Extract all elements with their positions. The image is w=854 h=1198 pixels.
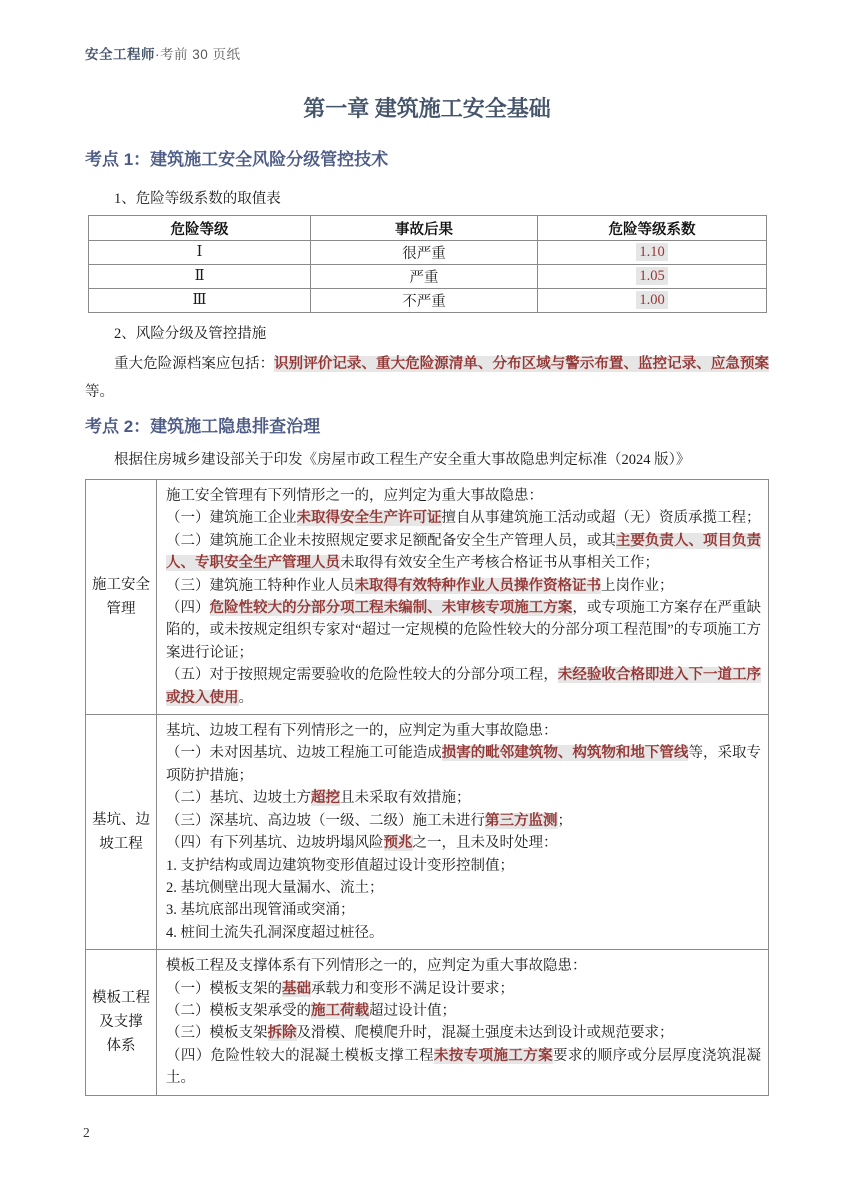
plain-text: 1. 支护结构或周边建筑物变形值超过设计变形控制值；: [166, 857, 514, 874]
hazard-paragraph: [166, 664, 761, 709]
plain-text: 重大危险源档案应包括：: [114, 356, 275, 372]
hazard-table: [85, 479, 769, 1096]
risk-table-body: [89, 241, 767, 313]
highlighted-text: 损害的毗邻建筑物、构筑物和地下管线: [441, 745, 689, 762]
consequence-cell: 很严重: [311, 241, 538, 265]
hazard-paragraph: [166, 832, 761, 854]
plain-text: 超过设计值；: [369, 1002, 456, 1019]
hazard-content-cell: [157, 480, 769, 715]
plain-text: 3. 基坑底部出现管涌或突涌；: [166, 902, 355, 919]
danger-archive-paragraph: [85, 350, 769, 406]
highlighted-text: 超挖: [311, 790, 340, 807]
hazard-paragraph: [166, 1045, 761, 1090]
hazard-paragraph: [166, 742, 761, 787]
hazard-category-cell: [86, 480, 157, 715]
plain-text: 模板工程及支撑体系有下列情形之一的，应判定为重大事故隐患：: [166, 958, 587, 975]
hazard-paragraph: [166, 575, 761, 597]
plain-text: （三）建筑施工特种作业人员: [166, 577, 355, 594]
hazard-paragraph: [166, 978, 761, 1000]
coefficient-value: 1.10: [636, 243, 667, 261]
hazard-row: [86, 480, 769, 715]
plain-text: 基坑、边坡工程有下列情形之一的，应判定为重大事故隐患：: [166, 723, 558, 740]
plain-text: （一）建筑施工企业: [166, 510, 297, 527]
plain-text: 及滑模、爬模爬升时，混凝土强度未达到设计或规范要求；: [296, 1025, 674, 1042]
highlighted-text: 基础: [282, 980, 311, 997]
table-row: [89, 265, 767, 289]
plain-text: 等，采取专项防护措施；: [166, 745, 762, 784]
coefficient-cell: [538, 289, 767, 313]
hazard-paragraph: [166, 1022, 761, 1044]
highlighted-text: 预兆: [383, 835, 413, 852]
highlighted-text: 识别评价记录、重大危险源清单、分布区域与警示布置、监控记录、应急预案: [274, 356, 769, 372]
hazard-paragraph: [166, 597, 761, 664]
hazard-row: [86, 950, 769, 1095]
doc-header-suffix: ·考前 30 页纸: [155, 47, 241, 62]
column-header: 事故后果: [311, 216, 538, 241]
doc-header-brand: 安全工程师: [85, 47, 155, 62]
coefficient-cell: [538, 265, 767, 289]
hazard-category-cell: [86, 715, 157, 950]
plain-text: 2. 基坑侧壁出现大量漏水、流土；: [166, 879, 384, 896]
highlighted-text: 未按专项施工方案: [433, 1047, 553, 1064]
plain-text: （三）深基坑、高边坡（一级、二级）施工未进行: [166, 812, 485, 829]
plain-text: （一）模板支架的: [166, 980, 282, 997]
hazard-paragraph: [166, 955, 761, 977]
hazard-paragraph: [166, 530, 761, 575]
coefficient-value: 1.05: [636, 267, 667, 285]
plain-text: （一）未对因基坑、边坡工程施工可能造成: [166, 745, 442, 762]
plain-text: 要求的顺序或分层厚度浇筑混凝土。: [166, 1047, 761, 1087]
plain-text: （二）建筑施工企业未按照规定要求足额配备安全生产管理人员，或其: [166, 532, 616, 549]
plain-text: 且未采取有效措施；: [340, 790, 471, 807]
hazard-paragraph: [166, 1000, 761, 1022]
highlighted-text: 未经验收合格即进入下一道工序或投入使用: [166, 667, 762, 706]
plain-text: 之一，且未及时处理：: [412, 835, 558, 852]
hazard-category-line: 及支撑: [99, 1014, 143, 1031]
plain-text: 上岗作业；: [601, 577, 674, 594]
hazard-content-cell: [157, 715, 769, 950]
hazard-table-body: [86, 480, 769, 1096]
hazard-category-line: 基坑、边: [92, 812, 150, 829]
hazard-category-line: 模板工程: [92, 990, 150, 1007]
highlighted-text: 主要负责人、项目负责人、专职安全生产管理人员: [166, 532, 762, 572]
highlighted-text: 未取得安全生产许可证: [296, 510, 442, 527]
plain-text: （四）: [166, 600, 210, 617]
plain-text: ，或专项施工方案存在严重缺陷的，或未按规定组织专家对“超过一定规模的危险性较大的分部分项工程范围”的专项施工方案进行论证；: [166, 600, 762, 661]
table-row: [89, 289, 767, 313]
page-number: 2: [83, 1125, 90, 1140]
section2-heading: 考点 2：建筑施工隐患排查治理: [85, 417, 321, 436]
risk-table-header-row: [89, 216, 767, 241]
doc-header: [85, 46, 769, 64]
hazard-category-line: 坡工程: [99, 836, 143, 853]
plain-text: （三）模板支架: [166, 1025, 268, 1042]
hazard-category-line: 施工安全: [92, 577, 150, 594]
coefficient-value: 1.00: [636, 291, 667, 309]
table-row: [89, 241, 767, 265]
hazard-paragraph: [166, 855, 761, 877]
risk-level-cell: Ⅲ: [89, 289, 311, 313]
hazard-category-line: 体系: [106, 1038, 136, 1055]
highlighted-text: 拆除: [267, 1025, 297, 1042]
plain-text: 擅自从事建筑施工活动或超（无）资质承揽工程；: [441, 510, 761, 527]
hazard-paragraph: [166, 485, 761, 507]
risk-level-cell: Ⅰ: [89, 241, 311, 265]
plain-text: （二）基坑、边坡土方: [166, 790, 311, 807]
risk-coefficient-table: [88, 215, 767, 313]
hazard-paragraph: [166, 720, 761, 742]
hazard-content-cell: [157, 950, 769, 1095]
plain-text: 等。: [85, 384, 114, 400]
hazard-category-line: 管理: [106, 601, 136, 618]
highlighted-text: 施工荷载: [311, 1002, 369, 1019]
hazard-paragraph: [166, 922, 761, 944]
column-header: 危险等级系数: [538, 216, 767, 241]
hazard-row: [86, 715, 769, 950]
highlighted-text: 未取得有效特种作业人员操作资格证书: [354, 577, 601, 594]
hazard-paragraph: [166, 507, 761, 529]
hazard-paragraph: [166, 787, 761, 809]
hazard-paragraph: [166, 899, 761, 921]
plain-text: 。: [238, 689, 253, 706]
section2-intro: 根据住房城乡建设部关于印发《房屋市政工程生产安全重大事故隐患判定标准（2024 版）》: [114, 452, 691, 468]
hazard-paragraph: [166, 877, 761, 899]
highlighted-text: 第三方监测: [485, 812, 558, 829]
plain-text: （四）有下列基坑、边坡坍塌风险: [166, 835, 384, 852]
hazard-category-cell: [86, 950, 157, 1095]
plain-text: （二）模板支架承受的: [166, 1002, 311, 1019]
plain-text: （四）危险性较大的混凝土模板支撑工程: [166, 1047, 434, 1064]
risk-table-caption: 1、危险等级系数的取值表: [114, 191, 281, 207]
consequence-cell: 严重: [311, 265, 538, 289]
risk-measures-caption: 2、风险分级及管控措施: [114, 326, 267, 342]
plain-text: 未取得有效安全生产考核合格证书从事相关工作；: [340, 555, 659, 572]
consequence-cell: 不严重: [311, 289, 538, 313]
plain-text: 承载力和变形不满足设计要求；: [311, 980, 514, 997]
hazard-paragraph: [166, 810, 761, 832]
plain-text: （五）对于按照规定需要验收的危险性较大的分部分项工程，: [166, 667, 558, 684]
chapter-title: 第一章 建筑施工安全基础: [303, 96, 551, 121]
section1-heading: 考点 1：建筑施工安全风险分级管控技术: [85, 150, 389, 169]
coefficient-cell: [538, 241, 767, 265]
plain-text: 施工安全管理有下列情形之一的，应判定为重大事故隐患：: [166, 488, 543, 504]
risk-level-cell: Ⅱ: [89, 265, 311, 289]
plain-text: ；: [557, 812, 572, 829]
plain-text: 4. 桩间土流失孔洞深度超过桩径。: [166, 924, 384, 941]
column-header: 危险等级: [89, 216, 311, 241]
highlighted-text: 危险性较大的分部分项工程未编制、未审核专项施工方案: [209, 600, 573, 617]
